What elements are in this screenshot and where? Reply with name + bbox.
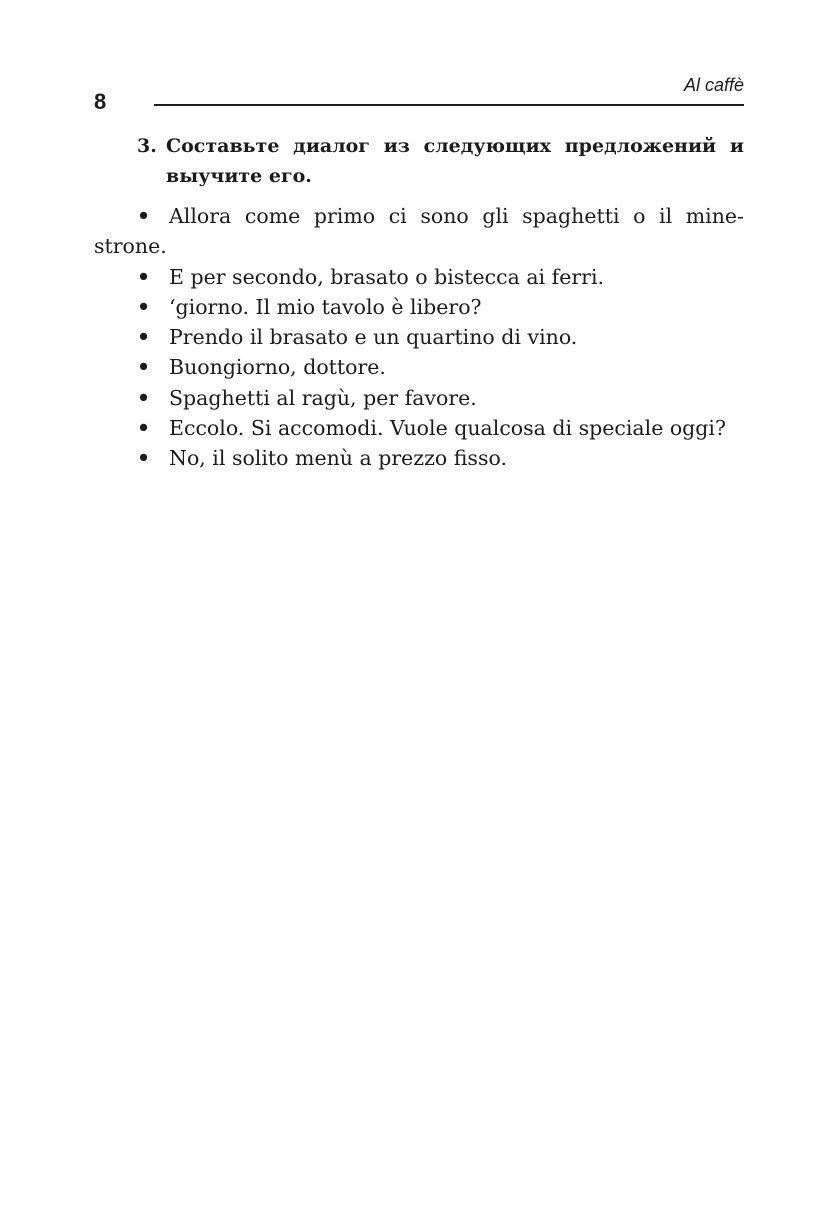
- dialog-list: [94, 201, 744, 474]
- dialog-line-text: No, il solito menù a prezzo fisso.: [169, 446, 507, 471]
- bullet-icon: •: [137, 204, 151, 228]
- dialog-line-text: Prendo il brasato e un quartino di vino.: [169, 325, 578, 350]
- dialog-line-text: Allora come primo ci sono gli spaghetti o il mine-strone.: [94, 204, 744, 259]
- dialog-line: [94, 201, 744, 262]
- bullet-icon: •: [137, 416, 151, 441]
- dialog-line: [94, 262, 744, 292]
- bullet-icon: •: [137, 325, 151, 350]
- dialog-line: [94, 413, 744, 443]
- dialog-line-text: E per secondo, brasato o bistecca ai ferri.: [169, 264, 605, 289]
- running-title: Al caffè: [683, 75, 744, 95]
- dialog-line: [94, 352, 744, 382]
- bullet-icon: •: [137, 385, 151, 410]
- dialog-line-text: Eccolo. Si accomodi. Vuole qualcosa di speciale oggi?: [169, 416, 726, 441]
- header-rule: [154, 104, 744, 106]
- bullet-icon: •: [137, 294, 151, 319]
- exercise-heading: [137, 131, 744, 191]
- exercise-instruction: Составьте диалог из следующих предложений и выучите его.: [166, 135, 744, 187]
- dialog-line: [94, 443, 744, 473]
- bullet-icon: •: [137, 264, 151, 289]
- exercise-number: 3.: [137, 135, 157, 157]
- dialog-line-text: Buongiorno, dottore.: [169, 355, 386, 380]
- dialog-line-text: Spaghetti al ragù, per favore.: [169, 385, 477, 410]
- bullet-icon: •: [137, 446, 151, 471]
- dialog-line: [94, 322, 744, 352]
- bullet-icon: •: [137, 355, 151, 380]
- dialog-line: [94, 383, 744, 413]
- page-number: 8: [94, 89, 107, 114]
- dialog-line-text: ‘giorno. Il mio tavolo è libero?: [169, 294, 482, 319]
- dialog-line: [94, 292, 744, 322]
